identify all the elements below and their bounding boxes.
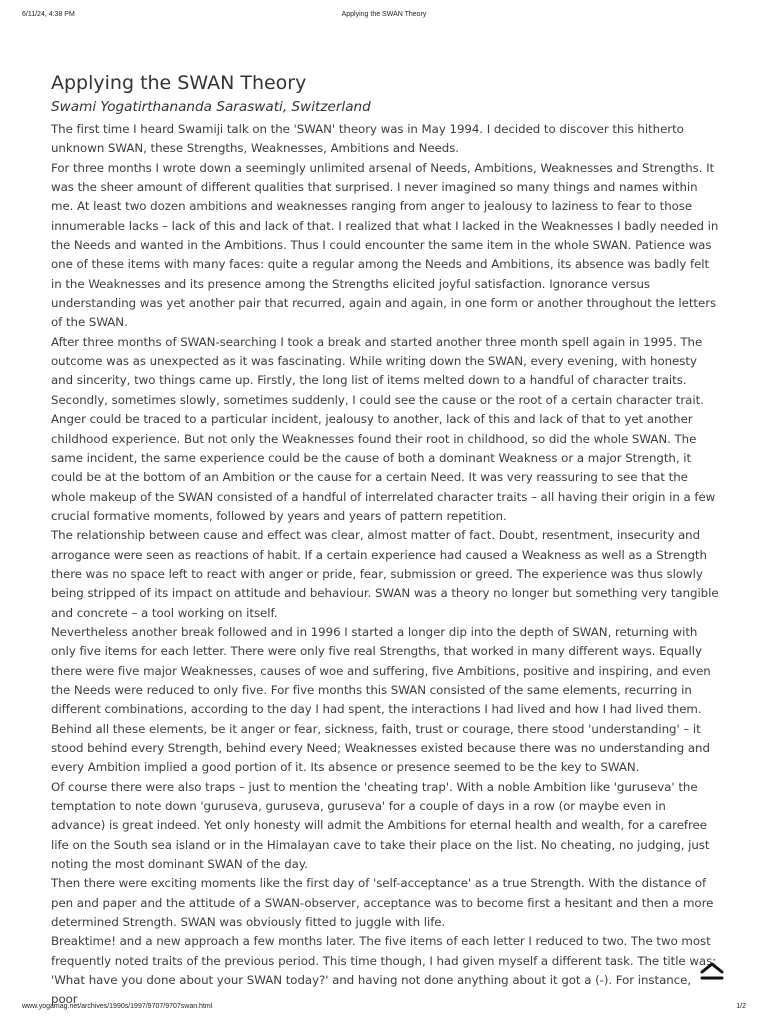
article-paragraph: The first time I heard Swamiji talk on the 'SWAN' theory was in May 1994. I decided to discover this hitherto unknown SWAN, these Strengths, Weaknesses, Ambitions and Needs. (51, 122, 684, 156)
article (51, 70, 721, 1010)
article-paragraph: The relationship between cause and effect was clear, almost matter of fact. Doubt, resentment, insecurity and arrogance were seen as reactions of habit. If a certain experience had caused a Weakness as well as a Strength there was no space left to react with anger or pride, fear, submission or greed. The experience was thus slowly being stripped of its impact on attitude and behaviour. SWAN was a theory no longer but something very tangible and concrete – a tool working on itself. (51, 528, 719, 620)
chevron-up-icon (699, 960, 725, 982)
print-doc-title: Applying the SWAN Theory (341, 11, 427, 18)
print-header (0, 11, 768, 23)
article-author: Swami Yogatirthananda Saraswati, Switzerland (51, 99, 371, 115)
print-date: 6/11/24, 4:38 PM (22, 11, 75, 18)
article-paragraph: Then there were exciting moments like the first day of 'self-acceptance' as a true Strength. With the distance of pen and paper and the attitude of a SWAN-observer, acceptance was to become first a hesitant and then a more determined Strength. SWAN was obviously fitted to juggle with life. (51, 876, 714, 930)
article-paragraph: Breaktime! and a new approach a few months later. The five items of each letter I reduced to two. The two most frequently noted traits of the previous period. This time though, I had given myself a different task. The title was: 'What have you done about your SWAN today?' and having not done anything about it got a (-). For instance, poor (51, 934, 717, 1007)
article-title: Applying the SWAN Theory (51, 72, 307, 94)
print-footer (0, 1003, 768, 1015)
article-paragraph: Nevertheless another break followed and in 1996 I started a longer dip into the depth of SWAN, returning with only five items for each letter. There were only five real Strengths, that worked in many different ways. Equally there were five major Weaknesses, causes of woe and suffering, five Ambitions, positive and inspiring, and even the Needs were reduced to only five. For five months this SWAN consisted of the same elements, recurring in different combinations, according to the day I had spent, the interactions I had lived and how I had lived them. Behind all these elements, be it anger or fear, sickness, faith, trust or courage, there stood 'understanding' – it stood behind every Strength, behind every Need; Weaknesses existed because there was no understanding and every Ambition implied a good portion of it. Its absence or presence seemed to be the key to SWAN. (51, 624, 711, 775)
article-body (51, 120, 721, 1010)
print-url: www.yogamag.net/archives/1990s/1997/9707/9707swan.html (22, 1003, 213, 1010)
article-paragraph: For three months I wrote down a seemingly unlimited arsenal of Needs, Ambitions, Weaknesses and Strengths. It was the sheer amount of different qualities that surprised. I never imagined so many things and names within me. At least two dozen ambitions and weaknesses ranging from anger to jealousy to laziness to fear to those innumerable lacks – lack of this and lack of that. I realized that what I lacked in the Weaknesses I badly needed in the Needs and wanted in the Ambitions. Thus I could encounter the same item in the whole SWAN. Patience was one of these items with many faces: quite a regular among the Needs and Ambitions, its absence was badly felt in the Weaknesses and its presence among the Strengths elicited joyful satisfaction. Ignorance versus understanding was yet another pair that recurred, again and again, in one form or another throughout the letters of the SWAN. (51, 160, 719, 330)
article-paragraph: After three months of SWAN-searching I took a break and started another three month spell again in 1995. The outcome was as unexpected as it was fascinating. While writing down the SWAN, every evening, with honesty and sincerity, two things came up. Firstly, the long list of items melted down to a handful of character traits. Secondly, sometimes slowly, sometimes suddenly, I could see the cause or the root of a certain character trait. Anger could be traced to a particular incident, jealousy to another, lack of this and lack of that to yet another childhood experience. But not only the Weaknesses found their root in childhood, so did the whole SWAN. The same incident, the same experience could be the cause of both a dominant Weakness or a major Strength, it could be at the bottom of an Ambition or the cause for a certain Need. It was very reassuring to see that the whole makeup of the SWAN consisted of a handful of interrelated character traits – all having their origin in a few crucial formative moments, followed by years and years of pattern repetition. (51, 334, 716, 523)
scroll-to-top-button[interactable] (699, 960, 725, 982)
print-page-number: 1/2 (736, 1003, 746, 1010)
article-paragraph: Of course there were also traps – just to mention the 'cheating trap'. With a noble Ambition like 'guruseva' the temptation to note down 'guruseva, guruseva, guruseva' for a couple of days in a row (or maybe even in advance) is great indeed. Yet only honesty will admit the Ambitions for eternal health and wealth, for a carefree life on the South sea island or in the Himalayan cave to take their place on the list. No cheating, no judging, just noting the most dominant SWAN of the day. (51, 779, 710, 872)
